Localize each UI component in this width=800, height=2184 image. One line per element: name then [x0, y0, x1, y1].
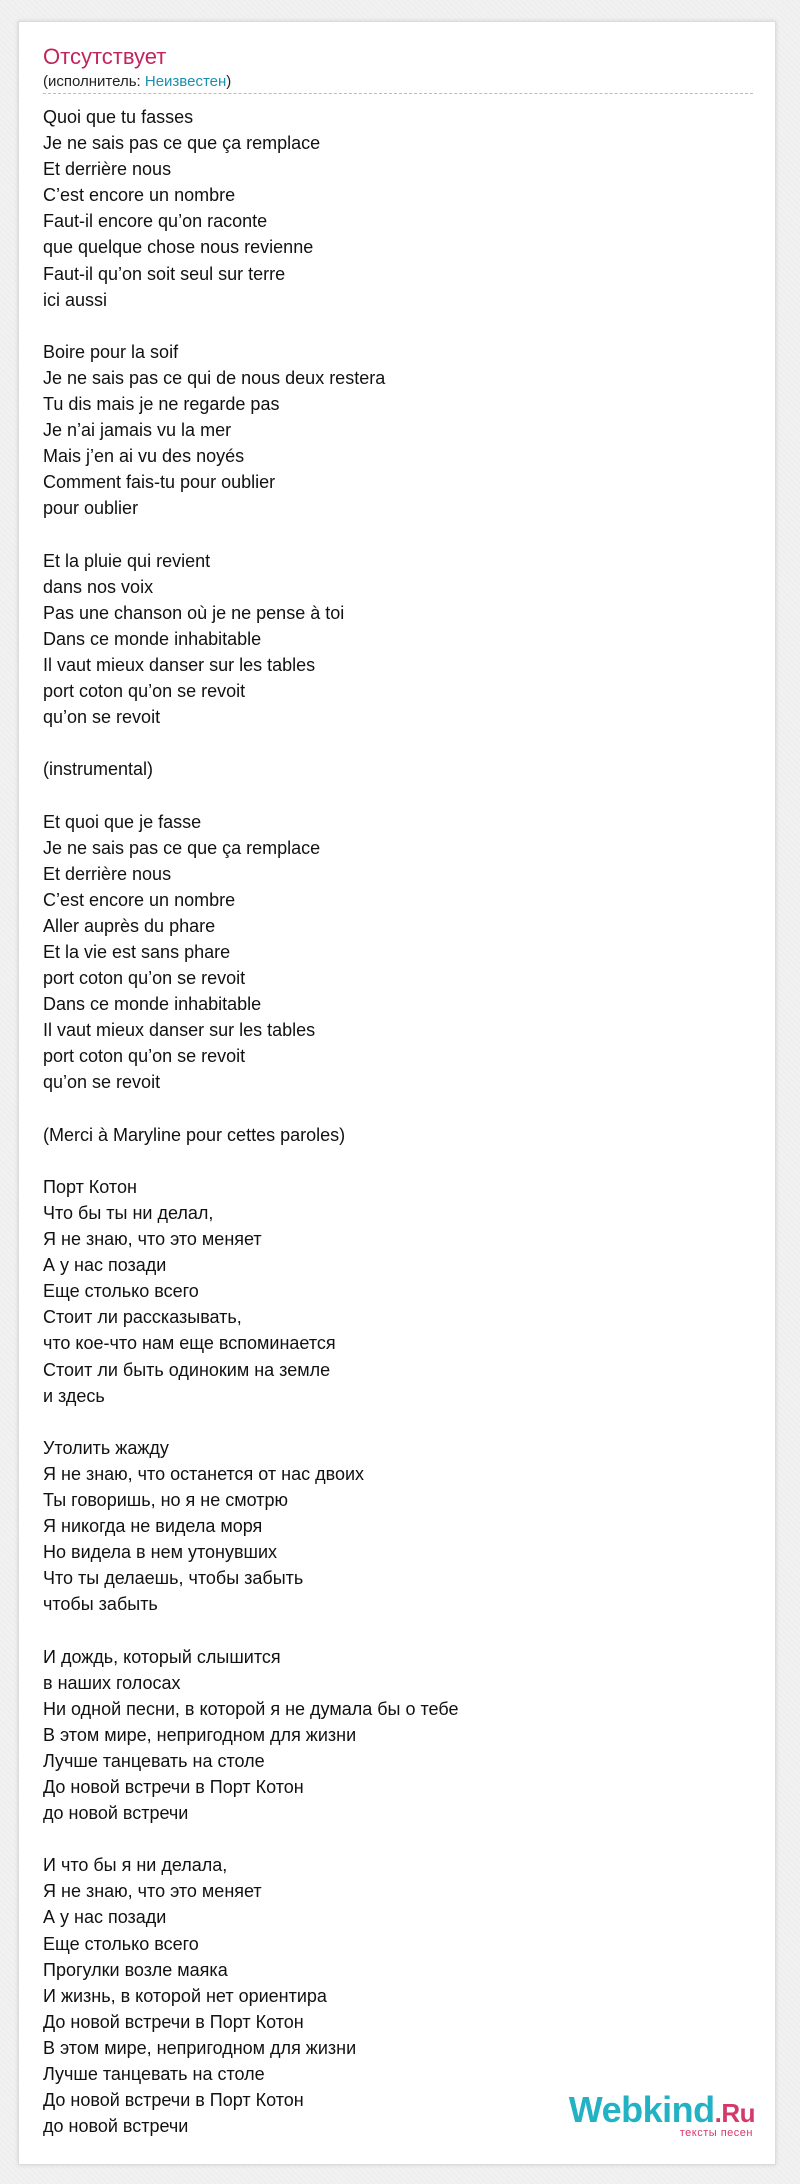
lyric-line: dans nos voix	[43, 576, 154, 597]
artist-link[interactable]: Неизвестен	[144, 73, 227, 90]
lyric-line: Что бы ты ни делал,	[43, 1202, 214, 1223]
lyric-line: Еще столько всего	[43, 1933, 199, 1954]
lyric-line: Il vaut mieux danser sur les tables	[43, 1020, 316, 1041]
lyric-line: Et la pluie qui revient	[43, 550, 211, 571]
song-title: Отсутствует	[43, 44, 167, 69]
lyric-line: А у нас позади	[43, 1255, 167, 1276]
lyric-line: port coton qu’on se revoit	[43, 681, 246, 702]
lyric-line: до новой встречи	[43, 1803, 189, 1824]
lyric-line: qu’on se revoit	[43, 1072, 161, 1093]
lyric-line: pour oublier	[43, 498, 139, 519]
lyric-line: Я не знаю, что это меняет	[43, 1881, 262, 1902]
lyric-line: И дождь, который слышится	[43, 1646, 281, 1667]
lyric-line: Je ne sais pas ce qui de nous deux restera	[43, 367, 386, 388]
lyric-line: В этом мире, непригодном для жизни	[43, 2037, 357, 2058]
lyric-line: В этом мире, непригодном для жизни	[43, 1724, 357, 1745]
lyric-line: Стоит ли быть одиноким на земле	[43, 1359, 331, 1380]
lyric-line: C’est encore un nombre	[43, 889, 236, 910]
lyric-line: (instrumental)	[43, 759, 154, 780]
lyric-line	[43, 1148, 743, 1174]
logo-tagline: тексты песен	[679, 2127, 753, 2139]
lyric-line: Dans ce monde inhabitable	[43, 994, 262, 1015]
lyric-line: До новой встречи в Порт Котон	[43, 2090, 304, 2111]
lyric-line: Quoi que tu fasses	[43, 107, 194, 127]
webkind-logo[interactable]	[555, 2090, 755, 2144]
lyric-line: Et derrière nous	[43, 159, 172, 180]
lyric-line: C’est encore un nombre	[43, 185, 236, 206]
title-divider	[43, 93, 753, 94]
lyric-line: и здесь	[43, 1385, 105, 1406]
lyric-line: до новой встречи	[43, 2116, 189, 2137]
lyric-line: А у нас позади	[43, 1907, 167, 1928]
lyric-line: Tu dis mais je ne regarde pas	[43, 394, 280, 415]
lyric-line: Mais j’en ai vu des noyés	[43, 446, 245, 467]
lyrics-body	[43, 104, 743, 2139]
lyric-line: До новой встречи в Порт Котон	[43, 2011, 304, 2032]
lyric-line: Я не знаю, что останется от нас двоих	[43, 1463, 365, 1484]
lyric-line: Что ты делаешь, чтобы забыть	[43, 1568, 304, 1589]
lyric-line	[43, 730, 743, 756]
lyrics-card	[18, 21, 776, 2165]
lyric-line: Pas une chanson où je ne pense à toi	[43, 602, 345, 623]
lyric-line: Et la vie est sans phare	[43, 942, 231, 962]
lyric-line: Comment fais-tu pour oublier	[43, 472, 276, 493]
lyric-line: Лучше танцевать на столе	[43, 2064, 265, 2085]
lyric-line	[43, 1409, 743, 1435]
lyric-line: в наших голосах	[43, 1672, 181, 1693]
lyric-line	[43, 522, 743, 548]
lyric-line: port coton qu’on se revoit	[43, 968, 246, 989]
lyric-line	[43, 1617, 743, 1643]
lyric-line: (Merci à Maryline pour cettes paroles)	[43, 1124, 346, 1145]
lyric-line	[43, 1096, 743, 1122]
lyric-line: И жизнь, в которой нет ориентира	[43, 1985, 327, 2006]
lyric-line: Aller auprès du phare	[43, 915, 216, 936]
logo-brand: Webkind	[568, 2089, 715, 2130]
lyric-line: Порт Котон	[43, 1176, 137, 1197]
lyric-line: До новой встречи в Порт Котон	[43, 1777, 304, 1797]
lyric-line: Утолить жажду	[43, 1437, 169, 1458]
lyric-line: Et derrière nous	[43, 863, 172, 884]
lyric-line: Je ne sais pas ce que ça remplace	[43, 133, 321, 154]
lyric-line: Il vaut mieux danser sur les tables	[43, 654, 316, 675]
lyric-line: Et quoi que je fasse	[43, 811, 202, 832]
lyric-line: Я не знаю, что это меняет	[43, 1229, 262, 1250]
lyric-line: чтобы забыть	[43, 1594, 158, 1615]
lyric-line: que quelque chose nous revienne	[43, 237, 314, 258]
lyric-line	[43, 313, 743, 339]
lyric-line: Je n’ai jamais vu la mer	[43, 420, 232, 441]
lyric-line	[43, 1826, 743, 1852]
lyric-line: Но видела в нем утонувших	[43, 1542, 277, 1563]
lyric-line: Я никогда не видела моря	[43, 1516, 263, 1537]
lyric-line: ici aussi	[43, 289, 108, 310]
lyric-line: Лучше танцевать на столе	[43, 1750, 265, 1771]
lyric-line: Стоит ли рассказывать,	[43, 1307, 242, 1328]
lyric-line: Boire pour la soif	[43, 341, 179, 362]
lyric-line: Faut-il qu’on soit seul sur terre	[43, 263, 286, 284]
artist-suffix: )	[226, 73, 232, 90]
lyric-line: Прогулки возле маяка	[43, 1959, 228, 1980]
lyric-line: Ты говоришь, но я не смотрю	[43, 1489, 288, 1510]
lyric-line: что кое-что нам еще вспоминается	[43, 1333, 336, 1354]
lyric-line: Faut-il encore qu’on raconte	[43, 211, 268, 232]
artist-prefix: (исполнитель:	[43, 73, 145, 90]
lyric-line: Ни одной песни, в которой я не думала бы о тебе	[43, 1698, 459, 1719]
lyric-line: И что бы я ни делала,	[43, 1855, 228, 1876]
lyric-line	[43, 782, 743, 808]
artist-line	[43, 73, 231, 91]
lyric-line: port coton qu’on se revoit	[43, 1046, 246, 1067]
lyric-line: Еще столько всего	[43, 1281, 199, 1302]
lyric-line: Je ne sais pas ce que ça remplace	[43, 837, 321, 858]
lyric-line: qu’on se revoit	[43, 707, 161, 728]
lyric-line: Dans ce monde inhabitable	[43, 628, 262, 649]
logo-tld: .Ru	[714, 2098, 755, 2128]
